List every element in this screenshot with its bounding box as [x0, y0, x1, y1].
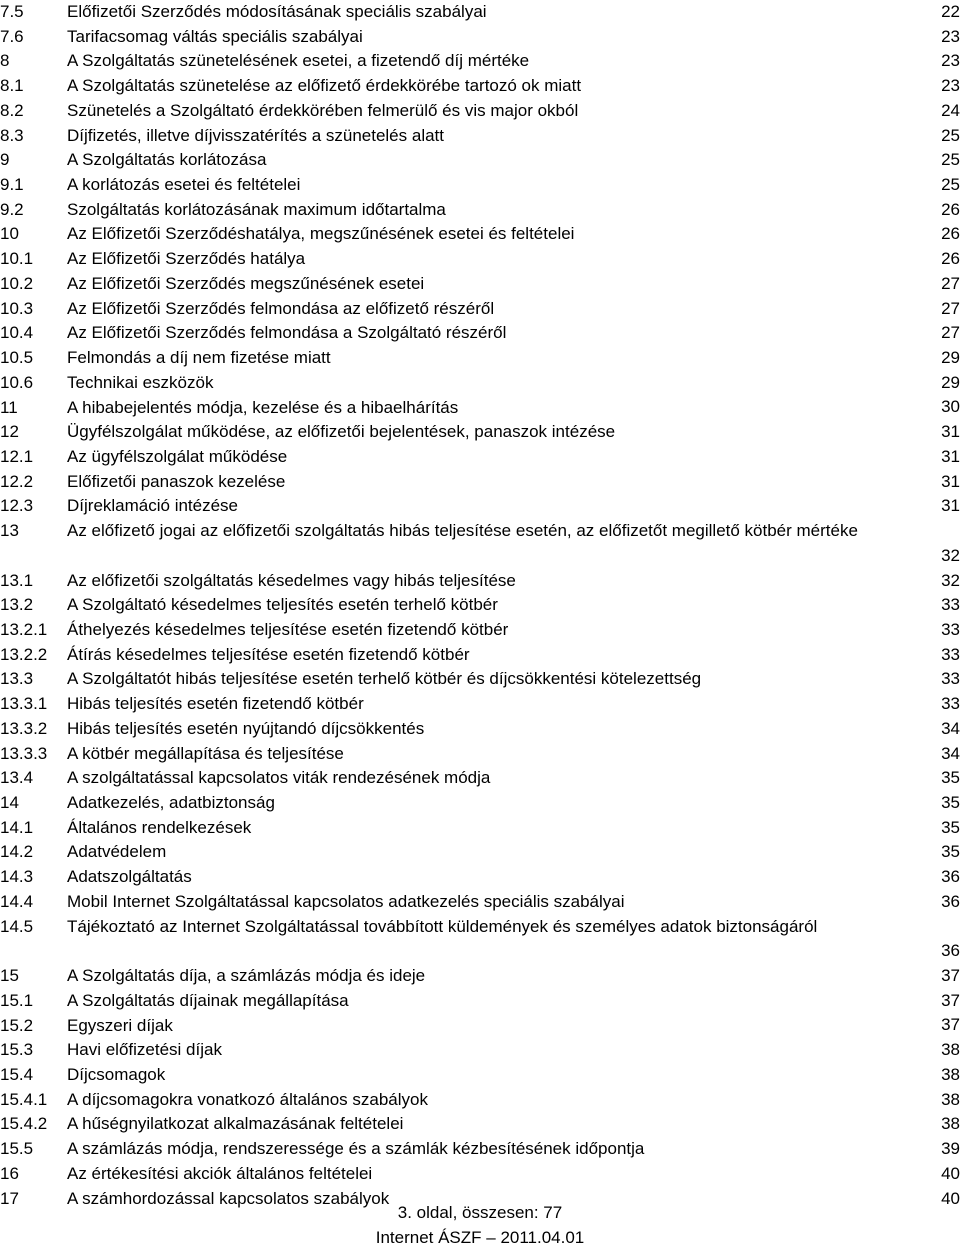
- toc-entry-page: 33: [941, 694, 960, 714]
- toc-entry-page: 33: [941, 595, 960, 615]
- toc-entry-page: 31: [941, 471, 960, 491]
- toc-entry-title: Tájékoztató az Internet Szolgáltatással továbbított küldemények és személyes adatok biztonságáról: [67, 916, 818, 936]
- toc-entry-number: 11: [0, 397, 18, 417]
- toc-entry[interactable]: [0, 1063, 960, 1088]
- toc-entry-number: 7.6: [0, 26, 24, 46]
- toc-entry-title: Az Előfizetői Szerződés megszűnésének esetei: [67, 273, 425, 293]
- toc-entry[interactable]: [0, 569, 960, 594]
- toc-entry-page: 35: [941, 793, 960, 812]
- toc-entry-number: 12: [0, 422, 19, 442]
- toc-entry-page: 29: [941, 372, 960, 392]
- toc-entry[interactable]: [0, 618, 960, 643]
- page-number-info: 3. oldal, összesen: 77: [397, 1203, 563, 1222]
- toc-entry-title: Díjfizetés, illetve díjvisszatérítés a szünetelés alatt: [67, 125, 444, 145]
- toc-entry-number: 10.1: [0, 249, 34, 269]
- toc-entry-page: 33: [941, 644, 960, 664]
- toc-entry-title: Díjreklamáció intézése: [67, 496, 239, 516]
- toc-entry[interactable]: [0, 766, 960, 791]
- toc-entry-page: 23: [941, 76, 960, 96]
- toc-entry[interactable]: [0, 1162, 960, 1187]
- toc-entry-title: Az Előfizetői Szerződéshatálya, megszűnésének esetei és feltételei: [67, 224, 575, 244]
- toc-entry-title: Az Előfizetői Szerződés felmondása a Szolgáltató részéről: [67, 323, 507, 343]
- document-identifier: Internet ÁSZF – 2011.04.01: [375, 1227, 585, 1247]
- toc-entry[interactable]: [0, 643, 960, 668]
- toc-entry-number: 13.3: [0, 669, 34, 689]
- toc-entry-number: 17: [0, 1188, 19, 1208]
- toc-entry-number: 10.3: [0, 298, 34, 318]
- toc-entry[interactable]: [0, 49, 960, 74]
- toc-entry-page: 27: [941, 298, 960, 318]
- toc-entry[interactable]: [0, 247, 960, 272]
- toc-entry[interactable]: [0, 173, 960, 198]
- toc-entry-title: Előfizetői Szerződés módosításának speciális szabályai: [67, 2, 487, 21]
- toc-entry-number: 14: [0, 793, 19, 813]
- toc-entry-page: 32: [941, 545, 960, 565]
- toc-entry-title: A Szolgáltatás díjainak megállapítása: [67, 990, 349, 1010]
- toc-entry-number: 13: [0, 521, 19, 541]
- toc-entry-title: Ügyfélszolgálat működése, az előfizetői bejelentések, panaszok intézése: [67, 422, 616, 442]
- toc-entry[interactable]: [0, 445, 960, 470]
- toc-entry-title: Az Előfizetői Szerződés felmondása az előfizető részéről: [67, 298, 495, 318]
- toc-entry-number: 8: [0, 51, 10, 71]
- toc-entry-number: 10.2: [0, 273, 34, 293]
- toc-entry-number: 14.1: [0, 817, 34, 837]
- toc-entry-page: 25: [941, 175, 960, 195]
- toc-entry[interactable]: [0, 74, 960, 99]
- toc-entry-number: 10.4: [0, 323, 34, 343]
- toc-entry-title: A kötbér megállapítása és teljesítése: [67, 743, 344, 763]
- toc-entry[interactable]: [0, 321, 960, 346]
- toc-entry-title: A Szolgáltatás díja, a számlázás módja és ideje: [67, 966, 426, 986]
- toc-entry-number: 13.2: [0, 595, 34, 615]
- toc-entry-page: 26: [941, 199, 960, 219]
- toc-entry[interactable]: [0, 470, 960, 495]
- toc-entry-page: 36: [941, 941, 960, 961]
- toc-entry[interactable]: [0, 667, 960, 692]
- toc-entry-number: 13.2.1: [0, 619, 48, 639]
- toc-entry[interactable]: [0, 371, 960, 396]
- toc-entry[interactable]: [0, 816, 960, 841]
- toc-entry-page: 37: [941, 990, 960, 1010]
- toc-entry-page: 26: [941, 249, 960, 269]
- toc-entry[interactable]: [0, 297, 960, 322]
- toc-entry[interactable]: [0, 890, 960, 915]
- toc-entry-title: Átírás késedelmes teljesítése esetén fizetendő kötbér: [67, 644, 470, 664]
- toc-entry-title: Hibás teljesítés esetén fizetendő kötbér: [67, 694, 364, 714]
- toc-entry-title: A Szolgáltatás korlátozása: [67, 150, 267, 170]
- toc-entry[interactable]: [0, 124, 960, 149]
- toc-entry-number: 13.1: [0, 570, 34, 590]
- toc-entry-number: 13.2.2: [0, 644, 48, 664]
- toc-entry[interactable]: [0, 1014, 960, 1039]
- toc-entry-title: A számhordozással kapcsolatos szabályok: [67, 1188, 390, 1208]
- toc-entry-page: 33: [941, 669, 960, 689]
- toc-entry-number: 13.4: [0, 768, 34, 788]
- toc-entry[interactable]: [0, 25, 960, 50]
- toc-entry-page: 27: [941, 273, 960, 293]
- toc-entry-page: 40: [941, 1188, 960, 1208]
- toc-entry[interactable]: [0, 840, 960, 865]
- toc-entry-page: 31: [941, 496, 960, 516]
- toc-entry-page: 38: [941, 1064, 960, 1084]
- toc-entry-title: Adatkezelés, adatbiztonság: [67, 793, 275, 813]
- toc-entry-title: A Szolgáltatót hibás teljesítése esetén terhelő kötbér és díjcsökkentési kötelezettség: [67, 669, 702, 689]
- toc-entry[interactable]: [0, 692, 960, 717]
- toc-entry-title: Adatszolgáltatás: [67, 867, 192, 887]
- toc-entry[interactable]: [0, 346, 960, 371]
- toc-entry-title: Az Előfizetői Szerződés hatálya: [67, 249, 306, 269]
- toc-entry[interactable]: [0, 396, 960, 421]
- toc-entry[interactable]: [0, 198, 960, 223]
- toc-entry-page: 33: [941, 619, 960, 639]
- toc-entry-title: Felmondás a díj nem fizetése miatt: [67, 348, 331, 368]
- toc-entry[interactable]: [0, 222, 960, 247]
- toc-entry[interactable]: [0, 519, 960, 568]
- toc-entry-number: 15.2: [0, 1015, 34, 1035]
- toc-entry-page: 32: [941, 570, 960, 590]
- toc-entry-title: Az előfizető jogai az előfizetői szolgáltatás hibás teljesítése esetén, az előfizetőt megillető kötbér mértéke: [67, 521, 858, 541]
- toc-entry-page: 30: [941, 397, 960, 417]
- toc-entry-number: 10: [0, 224, 19, 244]
- toc-entry-page: 25: [941, 125, 960, 145]
- toc-entry-number: 12.3: [0, 496, 34, 516]
- toc-entry[interactable]: [0, 593, 960, 618]
- toc-entry-title: Szolgáltatás korlátozásának maximum időtartalma: [67, 199, 446, 219]
- toc-entry-number: 12.1: [0, 446, 34, 466]
- toc-entry-page: 27: [941, 323, 960, 343]
- toc-entry[interactable]: [0, 272, 960, 297]
- toc-entry-page: 38: [941, 1089, 960, 1109]
- toc-entry-number: 15.1: [0, 990, 34, 1010]
- toc-entry-number: 12.2: [0, 471, 34, 491]
- toc-entry-number: 15: [0, 966, 19, 986]
- toc-entry[interactable]: [0, 0, 960, 25]
- toc-entry-page: 37: [941, 966, 960, 986]
- toc-entry[interactable]: [0, 494, 960, 519]
- toc-entry-number: 8.3: [0, 125, 24, 145]
- toc-entry-number: 13.3.2: [0, 718, 48, 738]
- toc-entry[interactable]: [0, 1088, 960, 1113]
- toc-entry-page: 24: [941, 100, 960, 120]
- toc-entry[interactable]: [0, 964, 960, 989]
- toc-entry-page: 29: [941, 348, 960, 368]
- toc-entry-number: 7.5: [0, 2, 24, 21]
- toc-entry-number: 15.4.2: [0, 1114, 48, 1134]
- toc-entry-title: A Szolgáltatás szünetelése az előfizető érdekkörébe tartozó ok miatt: [67, 76, 582, 96]
- toc-entry-title: Szünetelés a Szolgáltató érdekkörében felmerülő és vis major okból: [67, 100, 579, 120]
- toc-entry-title: A szolgáltatással kapcsolatos viták rendezésének módja: [67, 768, 491, 788]
- toc-entry-page: 40: [941, 1163, 960, 1183]
- toc-entry-page: 36: [941, 891, 960, 911]
- toc-entry-number: 14.4: [0, 891, 34, 911]
- toc-entry-number: 14.5: [0, 916, 34, 936]
- toc-entry[interactable]: [0, 791, 960, 816]
- toc-entry-title: Az ügyfélszolgálat működése: [67, 446, 288, 466]
- toc-entry-page: 34: [941, 718, 960, 738]
- toc-entry-title: A hibabejelentés módja, kezelése és a hibaelhárítás: [67, 397, 459, 417]
- toc-entry[interactable]: [0, 989, 960, 1014]
- toc-entry[interactable]: [0, 420, 960, 445]
- toc-entry-number: 14.3: [0, 867, 34, 887]
- toc-entry-title: A számlázás módja, rendszeressége és a számlák kézbesítésének időpontja: [67, 1139, 645, 1159]
- toc-entry-number: 8.2: [0, 100, 24, 120]
- toc-entry-title: A Szolgáltatás szünetelésének esetei, a fizetendő díj mértéke: [67, 51, 530, 71]
- toc-entry[interactable]: [0, 148, 960, 173]
- toc-entry-title: Technikai eszközök: [67, 372, 214, 392]
- toc-entry-number: 15.4: [0, 1064, 34, 1084]
- toc-entry-title: Áthelyezés késedelmes teljesítése esetén fizetendő kötbér: [67, 619, 509, 639]
- toc-entry-page: 35: [941, 768, 960, 788]
- toc-entry-page: 36: [941, 867, 960, 887]
- toc-entry-title: Az értékesítési akciók általános feltételei: [67, 1163, 373, 1183]
- toc-entry-title: Hibás teljesítés esetén nyújtandó díjcsökkentés: [67, 718, 425, 738]
- toc-entry-title: Havi előfizetési díjak: [67, 1040, 222, 1060]
- toc-entry-number: 9.1: [0, 175, 24, 195]
- toc-entry-title: Mobil Internet Szolgáltatással kapcsolatos adatkezelés speciális szabályai: [67, 891, 625, 911]
- toc-entry-number: 8.1: [0, 76, 24, 96]
- toc-entry-page: 35: [941, 842, 960, 862]
- toc-entry-number: 15.4.1: [0, 1089, 48, 1109]
- toc-entry-page: 38: [941, 1040, 960, 1060]
- toc-entry[interactable]: [0, 915, 960, 964]
- toc-entry-page: 38: [941, 1114, 960, 1134]
- toc-entry-title: Általános rendelkezések: [67, 817, 252, 837]
- toc-entry[interactable]: [0, 99, 960, 124]
- toc-entry-number: 13.3.3: [0, 743, 48, 763]
- toc-entry[interactable]: [0, 742, 960, 767]
- toc-entry-number: 9: [0, 150, 10, 170]
- toc-entry-page: 31: [941, 422, 960, 442]
- toc-entry-title: Az előfizetői szolgáltatás késedelmes vagy hibás teljesítése: [67, 570, 516, 590]
- toc-entry-title: Díjcsomagok: [67, 1064, 166, 1084]
- toc-entry-page: 23: [941, 26, 960, 46]
- toc-entry-page: 35: [941, 817, 960, 837]
- toc-entry-page: 22: [941, 1, 960, 21]
- toc-entry-title: A hűségnyilatkozat alkalmazásának feltételei: [67, 1114, 404, 1134]
- page-footer: [0, 1201, 960, 1250]
- toc-entry-page: 37: [941, 1015, 960, 1035]
- toc-entry-title: Tarifacsomag váltás speciális szabályai: [67, 26, 363, 46]
- toc-entry[interactable]: [0, 717, 960, 742]
- toc-entry-number: 15.3: [0, 1040, 34, 1060]
- toc-entry[interactable]: [0, 1038, 960, 1063]
- toc-entry-title: Adatvédelem: [67, 842, 167, 862]
- toc-entry-number: 15.5: [0, 1139, 34, 1159]
- toc-entry-number: 9.2: [0, 199, 24, 219]
- toc-entry[interactable]: [0, 865, 960, 890]
- toc-entry-title: A Szolgáltató késedelmes teljesítés esetén terhelő kötbér: [67, 595, 498, 615]
- toc-entry-number: 13.3.1: [0, 694, 48, 714]
- toc-entry-page: 23: [941, 51, 960, 71]
- toc-entry-page: 31: [941, 446, 960, 466]
- toc-entry-title: A korlátozás esetei és feltételei: [67, 175, 301, 195]
- toc-entry-page: 25: [941, 150, 960, 170]
- toc-entry-page: 26: [941, 224, 960, 244]
- toc-entry-title: A díjcsomagokra vonatkozó általános szabályok: [67, 1089, 428, 1109]
- toc-entry-page: 34: [941, 743, 960, 763]
- toc-entry-title: Egyszeri díjak: [67, 1015, 173, 1035]
- toc-entry-number: 16: [0, 1163, 19, 1183]
- toc-entry-number: 14.2: [0, 842, 34, 862]
- toc-entry-title: Előfizetői panaszok kezelése: [67, 471, 286, 491]
- toc-entry[interactable]: [0, 1137, 960, 1162]
- toc-entry[interactable]: [0, 1112, 960, 1137]
- toc-entry-page: 39: [941, 1139, 960, 1159]
- toc-entry-number: 10.6: [0, 372, 34, 392]
- toc-entry-number: 10.5: [0, 348, 34, 368]
